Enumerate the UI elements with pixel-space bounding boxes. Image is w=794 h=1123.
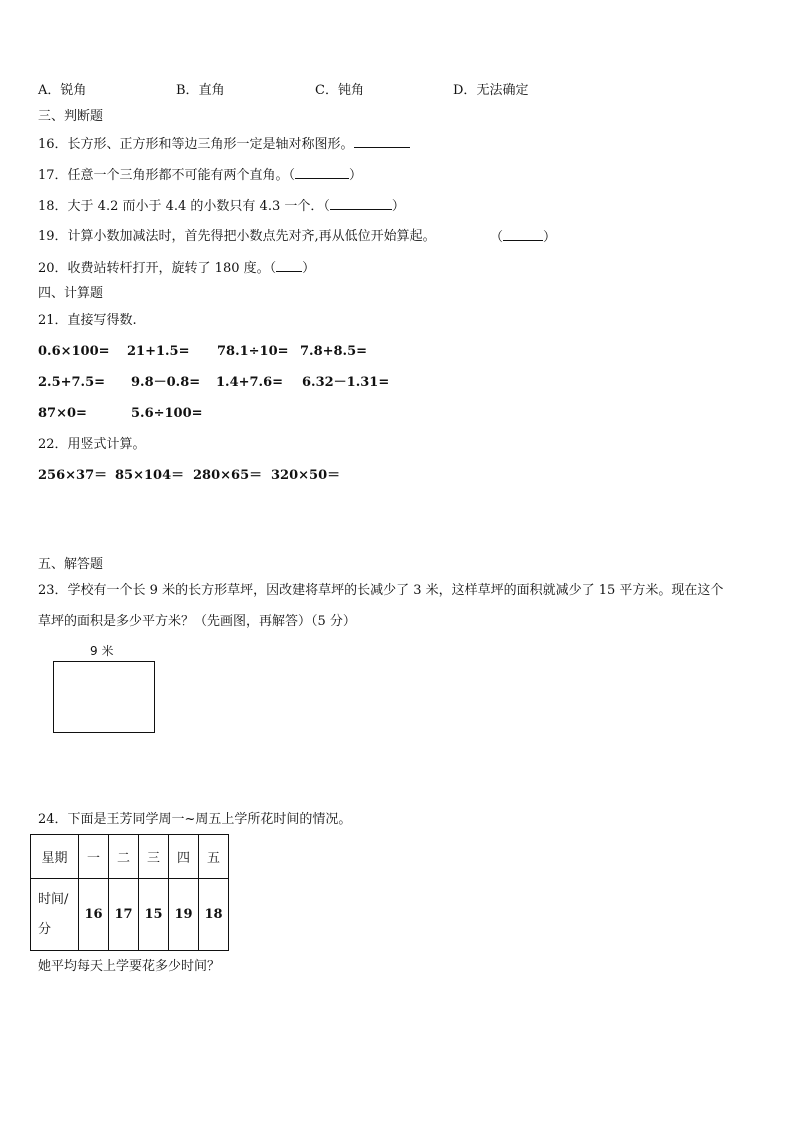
calc-item: 5.6÷100=: [131, 406, 203, 421]
section-5-title: 五、解答题: [38, 557, 104, 572]
section-4-title: 四、计算题: [38, 286, 104, 301]
table-header-weekday: 星期: [31, 835, 79, 879]
option-c: [315, 82, 364, 100]
table-cell-day: 五: [199, 835, 229, 879]
question-20: [38, 259, 315, 278]
commute-time-table: [30, 834, 229, 951]
calc-item: 21+1.5=: [127, 344, 190, 359]
option-c-text: 钝角: [337, 83, 364, 98]
vertical-calc-item: 85×104＝: [115, 468, 185, 483]
option-b: [176, 82, 225, 100]
answer-blank-20[interactable]: [276, 259, 302, 272]
vertical-calc-item: 256×37＝: [38, 468, 108, 483]
question-20-text: 20．收费站转杆打开，旋转了 180 度。（: [38, 261, 277, 276]
table-cell-day: 四: [169, 835, 199, 879]
table-cell-minutes: 17: [109, 879, 139, 951]
option-b-letter: B．: [176, 83, 199, 98]
question-16-text: 16．长方形、正方形和等边三角形一定是轴对称图形。: [38, 137, 354, 152]
question-24-prompt: 她平均每天上学要花多少时间？: [38, 959, 221, 974]
option-b-text: 直角: [198, 83, 225, 98]
calc-item: 9.8－0.8=: [131, 375, 201, 390]
calc-item: 7.8+8.5=: [300, 344, 368, 359]
vertical-calc-item: 280×65＝: [193, 468, 263, 483]
calc-item: 0.6×100=: [38, 344, 110, 359]
answer-blank-17[interactable]: [295, 166, 349, 179]
question-20-close: ）: [302, 261, 316, 276]
section-3-title: 三、判断题: [38, 109, 104, 124]
answer-blank-18[interactable]: [330, 197, 392, 210]
table-cell-day: 一: [79, 835, 109, 879]
option-a-text: 锐角: [60, 83, 87, 98]
answer-blank-19[interactable]: [503, 228, 543, 241]
calc-item: 78.1÷10=: [217, 344, 289, 359]
calc-item: 6.32－1.31=: [302, 375, 390, 390]
question-18-close: ）: [391, 199, 405, 214]
lawn-rectangle: [53, 661, 155, 733]
calc-item: 1.4+7.6=: [216, 375, 284, 390]
table-cell-minutes: 19: [169, 879, 199, 951]
table-cell-day: 三: [139, 835, 169, 879]
question-16: [38, 135, 410, 154]
table-row: [31, 879, 229, 951]
question-23-line-1: 23．学校有一个长 9 米的长方形草坪，因改建将草坪的长减少了 3 米，这样草坪的面积就减少了 15 平方米。现在这个: [38, 583, 724, 598]
table-header-time-line-2: 分: [38, 921, 52, 937]
table-header-time: [31, 879, 79, 951]
calc-item: 87×0=: [38, 406, 87, 421]
question-23-line-2: 草坪的面积是多少平方米？（先画图，再解答）（5 分）: [38, 614, 356, 629]
table-row: [31, 835, 229, 879]
calc-item: 2.5+7.5=: [38, 375, 106, 390]
question-19-open: （: [490, 230, 504, 245]
question-18-text: 18．大于 4.2 而小于 4.4 的小数只有 4.3 一个．（: [38, 199, 330, 214]
table-header-time-line-1: 时间/: [38, 891, 69, 907]
question-19: [38, 228, 436, 246]
question-17-text: 17．任意一个三角形都不可能有两个直角。（: [38, 168, 296, 183]
question-21-text: 21．直接写得数.: [38, 313, 137, 328]
question-19-text: 19．计算小数加减法时，首先得把小数点先对齐,再从低位开始算起。: [38, 229, 436, 244]
question-19-answer: [490, 228, 556, 247]
table-cell-minutes: 16: [79, 879, 109, 951]
option-a-letter: A．: [38, 83, 61, 98]
table-cell-minutes: 15: [139, 879, 169, 951]
question-22-text: 22．用竖式计算。: [38, 437, 146, 452]
question-17-close: ）: [349, 168, 363, 183]
option-d: [453, 82, 528, 100]
table-cell-minutes: 18: [199, 879, 229, 951]
option-c-letter: C．: [315, 83, 338, 98]
question-18: [38, 197, 405, 216]
question-17: [38, 166, 362, 185]
question-24-text: 24．下面是王芳同学周一~周五上学所花时间的情况。: [38, 812, 352, 827]
answer-blank-16[interactable]: [354, 135, 410, 148]
table-cell-day: 二: [109, 835, 139, 879]
question-19-close: ）: [543, 230, 557, 245]
option-d-letter: D．: [453, 83, 477, 98]
figure-length-label: 9 米: [90, 644, 114, 658]
option-d-text: 无法确定: [476, 83, 529, 98]
option-a: [38, 82, 86, 100]
vertical-calc-item: 320×50＝: [271, 468, 341, 483]
